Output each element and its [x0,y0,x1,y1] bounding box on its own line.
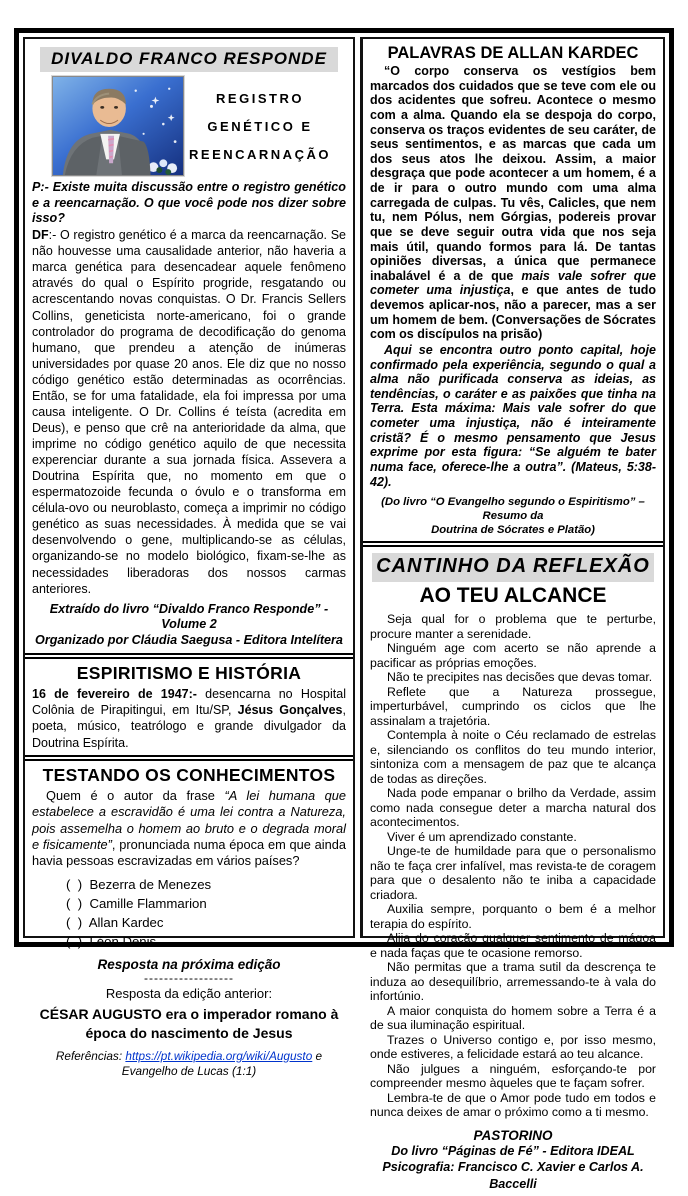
left-column [23,37,355,1079]
kardec-p1-emphasis: mais vale sofrer que cometer uma injustiça [370,268,656,298]
reflection-paragraph: Não julgues a ninguém, esforçando-te por compreender mesmo àqueles que te façam sofrer. [370,1061,656,1091]
topic-line: GENÉTICO E [207,118,313,134]
quiz-option: ( ) Léon Denis [66,934,157,950]
reflection-paragraph: Reflete que a Natureza prossegue, imperturbável, cumprindo os ciclos que lhe assinalam a trajetória. [370,684,656,728]
kardec-source [370,495,656,537]
divaldo-franco-photo [52,76,184,176]
quiz-option: ( ) Bezerra de Menezes [66,876,212,892]
section-divaldo-responde [25,39,353,653]
section-espiritismo-historia [25,659,353,755]
kardec-source-line: Doutrina de Sócrates e Platão) [431,524,595,537]
cantinho-subtitle: AO TEU ALCANCE [419,584,607,608]
reflection-paragraph: Nada pode empanar o brilho da Verdade, assim como nada consegue deter a marcha natural dos acontecimentos. [370,786,656,830]
right-column [360,37,665,1191]
quiz-tail: , pronunciada numa época em que ainda havia pessoas escravizadas em vários países? [32,836,346,869]
testando-title: TESTANDO OS CONHECIMENTOS [42,764,336,785]
esp-text-b: , poeta, músico, teatrólogo e grande divulgador da Doutrina Espírita. [32,703,346,750]
kardec-source-line: (Do livro “O Evangelho segundo o Espiritismo” – Resumo da [381,496,645,523]
quiz-option: ( ) Allan Kardec [66,915,164,930]
credit-line: Do livro “Páginas de Fé” - Editora IDEAL [391,1143,635,1158]
kardec-title: PALAVRAS DE ALLAN KARDEC [387,44,639,62]
cantinho-title: CANTINHO DA REFLEXÃO [372,553,654,582]
reflection-paragraph: Auxilia sempre, porquanto o bem é a melhor terapia do espírito. [370,902,656,931]
espiritismo-paragraph [32,686,346,751]
quiz-quote: “A lei humana que estabelece a escravidão é uma lei contra a Natureza, pois assemelha o homem ao bruto e o degrada moral e fisicamente” [32,787,347,852]
references-tail: e Evangelho de Lucas (1:1) [121,1048,323,1079]
divaldo-section-title: DIVALDO FRANCO RESPONDE [40,47,338,72]
quiz-question [32,788,346,870]
previous-answer-text: CÉSAR AUGUSTO era o imperador romano à época do nascimento de Jesus [39,1006,339,1041]
previous-answer-label: Resposta da edição anterior: [105,986,273,1002]
answer-paragraph [32,227,346,596]
topic-line: REENCARNAÇÃO [189,146,331,162]
quiz-lead: Quem é o autor da frase [46,787,225,803]
wikipedia-link[interactable]: https://pt.wikipedia.org/wiki/Augusto [125,1048,313,1063]
date-bold: 16 de fevereiro de 1947:- [32,686,197,701]
section-testando-conhecimentos [25,761,353,1084]
references-label: Referências: [55,1048,126,1063]
kardec-paragraph-1 [370,64,656,342]
photo-row [52,76,336,176]
dashed-separator: ------------------ [144,971,234,986]
esp-text-a: desencarna no Hospital Colônia de Pirapitingui, em Itu/SP, [32,686,346,718]
answer-label: DF [32,228,49,243]
book-source [32,602,346,649]
next-edition-note: Resposta na próxima edição [97,957,281,973]
reflection-paragraph: Alija do coração qualquer sentimento de mágoa e nada faças que te ocasione remorso. [370,931,656,960]
section-cantinho-reflexao [363,547,663,1196]
source-line: Extraído do livro “Divaldo Franco Responde” - Volume 2 [49,601,329,632]
reflection-paragraph: Contempla à noite o Céu reclamado de estrelas e, silenciando os conflitos do teu mundo interior, sintoniza com a mensagem de paz que te alcança de todas as direções. [370,728,656,786]
question-paragraph: P:- Existe muita discussão entre o registro genético e a reencarnação. O que você pode nos dizer sobre isso? [32,180,346,226]
reflection-paragraph: A maior conquista do homem sobre a Terra é a de sua iluminação espiritual. [370,1003,656,1033]
topic-line: REGISTRO [216,90,304,106]
reflection-paragraph: Seja qual for o problema que te perturbe, procure manter a serenidade. [370,612,656,641]
reflection-paragraph: Viver é um aprendizado constante. [387,829,577,844]
references-line [32,1049,346,1080]
pastorino-credits [370,1128,656,1192]
kardec-p1-a: “O corpo conserva os vestígios bem marcados dos cuidados que se teve com ele ou dos acidentes que sofreu. Acontece o mesmo com a alma. Quando ela se despoja do corpo, conserva os traços evidentes de seu caráter, de seus sentimentos, e as marcas que cada um dos seus atos lhe deixou. Assim, a maior desgraça que pode acontecer a um homem, é a de ir para o outro mundo com uma alma carregada de culpas. Tu vês, Calicles, que nem tu, nem Pólus, nem Górgias, podereis provar que se deve seguir outra vida que nos seja mais útil, quando formos para lá. De tantas opiniões diversas, a única que permanece inabalável é a de que [370,64,656,283]
reflection-paragraph: Lembra-te de que o Amor pode tudo em todos e nunca deixes de amar o próximo como a ti mesmo. [370,1090,656,1120]
reflection-paragraph: Não permitas que a trama sutil da descrença te induza ao desequilíbrio, arremessando-te à vala do infortúnio. [370,960,656,1004]
reflection-paragraph: Unge-te de humildade para que o personalismo não te faça crer infalível, mas revista-te de coragem para que o desalento não te iniba a capacidade criadora. [370,844,656,902]
kardec-paragraph-2: Aqui se encontra outro ponto capital, hoje confirmado pela experiência, segundo o qual a alma não purificada conserva as ideias, as tendências, o caráter e as paixões que tinha na Terra. Esta máxima: Mais vale sofrer do que cometer uma injustiça, não é inteiramente cristã? É o mesmo pensamento que Jesus exprime por esta figura: “Se alguém te bater numa face, oferece-lhe a outra”. (Mateus, 5:38-42). [370,342,656,489]
reflection-paragraph: Não te precipites nas decisões que devas tomar. [387,670,653,685]
reflection-paragraph: Trazes o Universo contigo e, por isso mesmo, onde estiveres, a felicidade estará ao teu alcance. [370,1032,656,1062]
reflection-paragraph: Ninguém age com acerto se não aprende a pacificar as próprias emoções. [370,641,656,670]
source-line: Organizado por Cláudia Saegusa - Editora Intelítera [35,633,343,648]
quiz-options [66,875,346,952]
credit-line: Psicografia: Francisco C. Xavier e Carlos A. Baccelli [382,1160,644,1191]
author-name: PASTORINO [473,1127,553,1143]
answer-body: :- O registro genético é a marca da reencarnação. Se não houvesse uma causalidade anterior, não haveria a marca genética para desencadear aquele fenômeno através do qual o Espírito progride, resgatando ou acrescentando novas conquistas. O Dr. Francis Sellers Collins, geneticista norte-americano, foi o grande controlador do programa de decodificação do genoma humano, que prendeu a atenção de inúmeras universidades por quase 20 anos. Ele diz que no nosso código genético estão determinadas as ocorrências. Então, se for uma fatalidade, ela foi impressa por uma causa inteligente. O Dr. Collins é teísta (acredita em Deus), e penso que crê na anterioridade da alma, que imprime no código genético aquilo de que necessita experenciar durante a sua jornada física. Assevera a Doutrina Espírita que, no momento em que o espermatozoide fecunda o óvulo e o transforma em célula-ovo ou neuroblasto, começa a imprimir no código genético as suas necessidades. À medida que se vai desenvolvendo o gene, multiplicando-se as células, organizando-se no modelo biológico, fixam-se-lhe as necessidades liberadoras dos nossos carmas anteriores. [32,228,346,596]
kardec-p1-b: , e que antes de tudo devemos aplicar-nos, não a parecer, mas a ser um homem de bem. (Conversações de Sócrates com os discípulos na prisão) [370,283,656,342]
quiz-option: ( ) Camille Flammarion [66,895,207,911]
espiritismo-title: ESPIRITISMO E HISTÓRIA [76,662,302,683]
page-frame [14,28,674,1191]
portrait-illustration [53,77,183,175]
name-bold: Jésus Gonçalves [237,703,343,718]
topic-title [184,76,336,176]
section-palavras-kardec [363,39,663,541]
